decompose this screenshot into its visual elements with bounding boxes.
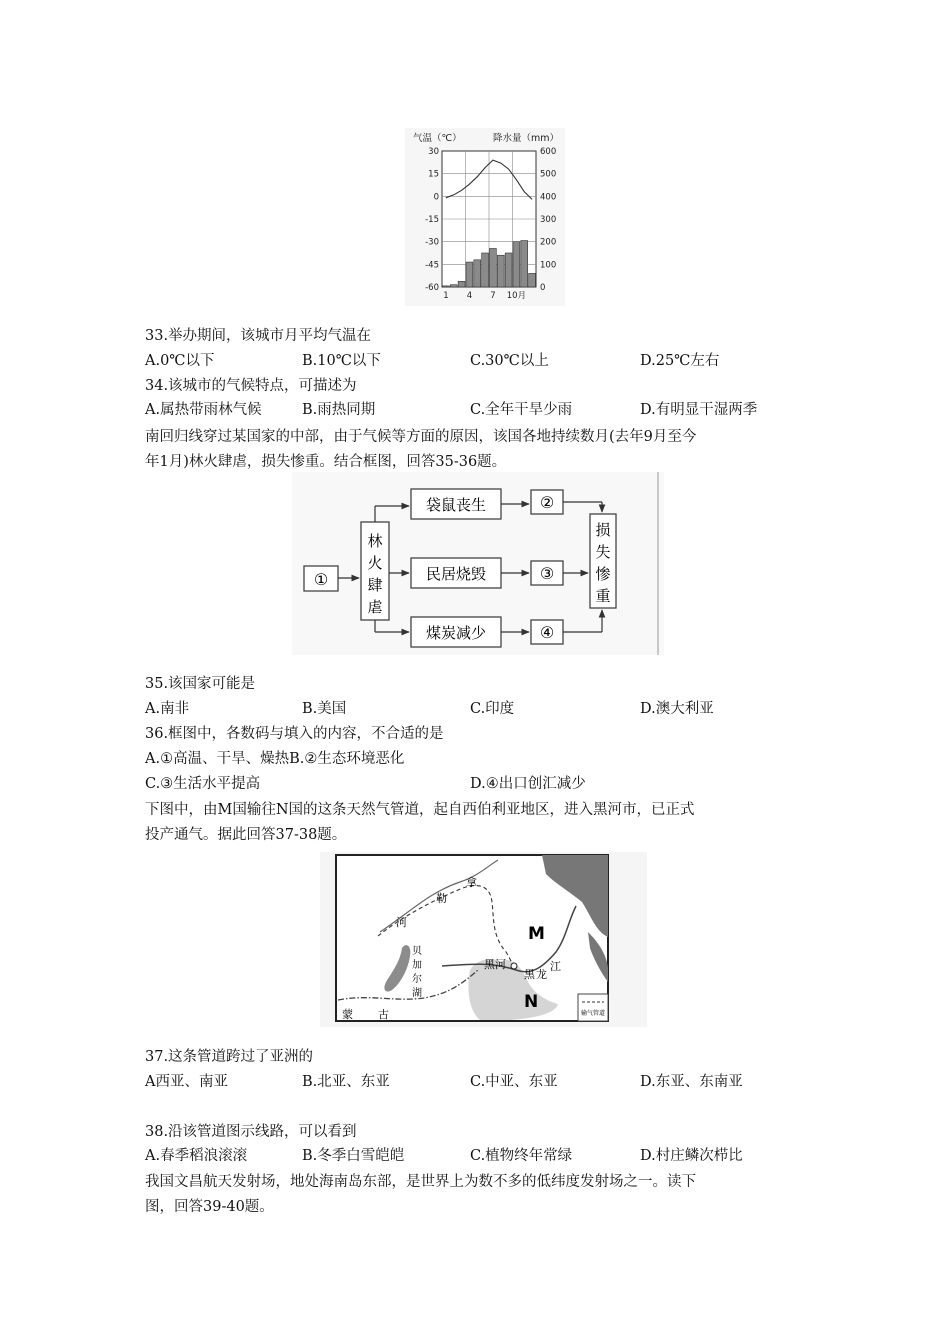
fire-char-1: 林 — [367, 532, 383, 550]
q37-option-b[interactable]: B.北亚、东亚 — [302, 1074, 390, 1090]
q36-options-cd — [145, 774, 825, 794]
fire-char-2: 火 — [367, 554, 383, 572]
temp-tick-label: -60 — [425, 283, 439, 293]
precip-tick-label: 300 — [540, 215, 557, 225]
passage-3-line-2: 图，回答39-40题。 — [145, 1199, 274, 1215]
q36-stem: 36.框图中，各数码与填入的内容，不合适的是 — [145, 726, 444, 742]
river-char-he: 河 — [396, 916, 407, 929]
q33-option-b[interactable]: B.10℃以下 — [302, 353, 381, 369]
q38-option-b[interactable]: B.冬季白雪皑皑 — [302, 1148, 405, 1164]
q33-stem: 33.举办期间，该城市月平均气温在 — [145, 328, 372, 344]
q33-option-a[interactable]: A.0℃以下 — [145, 353, 215, 369]
q37-option-d[interactable]: D.东亚、东南亚 — [640, 1074, 743, 1090]
precip-tick-label: 600 — [540, 147, 557, 157]
q38-stem: 38.沿该管道图示线路，可以看到 — [145, 1124, 357, 1140]
result-char-1: 损 — [595, 521, 611, 539]
flow-mid-3-label: 煤炭减少 — [425, 624, 487, 642]
result-char-4: 重 — [595, 587, 611, 605]
flow-mid-2-label: 民居烧毁 — [425, 565, 487, 583]
flow-right-3 — [531, 620, 563, 644]
q36-option-c[interactable]: C.③生活水平提高 — [145, 776, 261, 792]
q36-option-d[interactable]: D.④出口创汇减少 — [470, 776, 586, 792]
heilongjiang-char-1: 黑 — [524, 968, 535, 981]
temp-tick-label: 15 — [428, 169, 439, 180]
label-n: N — [524, 992, 539, 1012]
q34-option-d[interactable]: D.有明显干湿两季 — [640, 402, 758, 418]
precip-bar — [529, 273, 536, 287]
q38-option-d[interactable]: D.村庄鳞次栉比 — [640, 1148, 743, 1164]
passage-2 — [145, 798, 810, 848]
label-m: M — [528, 924, 545, 944]
mongolia-char-2: 古 — [378, 1008, 389, 1021]
q35-options — [145, 699, 825, 719]
q35-stem: 35.该国家可能是 — [145, 676, 256, 692]
q36-options-ab[interactable]: A.①高温、干旱、燥热B.②生态环境恶化 — [145, 751, 405, 767]
precip-bar — [450, 285, 457, 287]
precip-tick-label: 400 — [540, 192, 557, 203]
river-char-le: 勒 — [436, 892, 447, 905]
result-char-3: 惨 — [595, 565, 611, 583]
flow-right-2-label: ③ — [539, 564, 555, 583]
q34-option-a[interactable]: A.属热带雨林气候 — [145, 402, 262, 418]
q34-stem: 34.该城市的气候特点，可描述为 — [145, 378, 357, 394]
flow-right-3-label: ④ — [539, 623, 555, 642]
q37-option-a[interactable]: A西亚、南亚 — [145, 1074, 228, 1090]
x-tick-label: 1 — [443, 291, 449, 301]
pipeline-map — [320, 852, 647, 1027]
flow-mid-1 — [411, 489, 501, 519]
flow-box-1-label: ① — [313, 570, 329, 589]
flow-right-1 — [531, 490, 563, 514]
lake-char-2: 加 — [412, 960, 422, 971]
flow-mid-3 — [411, 617, 501, 647]
passage-1-line-1: 南回归线穿过某国家的中部，由于气候等方面的原因，该国各地持续数月(去年9月至今 — [145, 429, 697, 445]
fire-char-3: 肆 — [367, 576, 383, 594]
flow-right-1-label: ② — [539, 493, 555, 512]
precip-tick-label: 500 — [540, 169, 557, 180]
passage-1-line-2: 年1月)林火肆虐，损失惨重。结合框图，回答35-36题。 — [145, 454, 507, 470]
q35-option-d[interactable]: D.澳大利亚 — [640, 701, 714, 717]
precip-bar — [458, 281, 465, 287]
flow-box-1 — [304, 566, 338, 591]
mongolia-char-1: 蒙 — [342, 1008, 353, 1021]
temp-tick-label: -30 — [425, 237, 439, 248]
precip-bar — [521, 241, 528, 287]
flow-mid-1-label: 袋鼠丧生 — [425, 496, 487, 514]
precip-bar — [497, 255, 504, 287]
lake-char-3: 尔 — [412, 974, 422, 985]
q38-option-c[interactable]: C.植物终年常绿 — [470, 1148, 573, 1164]
temp-tick-label: -45 — [425, 260, 439, 271]
passage-3 — [145, 1170, 810, 1220]
q33-option-d[interactable]: D.25℃左右 — [640, 353, 720, 369]
heilongjiang-char-2: 龙 — [536, 968, 547, 981]
temp-axis-title: 气温（℃） — [413, 133, 462, 144]
passage-2-line-1: 下图中，由M国输往N国的这条天然气管道，起自西伯利亚地区，进入黑河市，已正式 — [145, 802, 695, 818]
lake-char-1: 贝 — [412, 946, 422, 957]
q37-stem: 37.这条管道跨过了亚洲的 — [145, 1049, 314, 1065]
climate-chart — [405, 128, 565, 306]
legend-label: 输气管道 — [580, 1010, 606, 1017]
precip-bar — [482, 253, 489, 287]
precip-bar — [474, 260, 481, 287]
flow-right-2 — [531, 561, 563, 585]
q34-option-b[interactable]: B.雨热同期 — [302, 402, 376, 418]
precip-bar — [466, 262, 473, 287]
heihe-label: 黑河 — [484, 958, 506, 971]
precip-bar — [513, 242, 520, 287]
q35-option-c[interactable]: C.印度 — [470, 701, 515, 717]
precip-axis-title: 降水量（mm） — [493, 133, 560, 144]
q37-option-c[interactable]: C.中亚、东亚 — [470, 1074, 558, 1090]
temp-tick-label: 30 — [428, 147, 439, 157]
flow-fire-box — [361, 522, 389, 620]
fire-char-4: 虐 — [367, 598, 383, 616]
q35-option-b[interactable]: B.美国 — [302, 701, 347, 717]
map-legend — [578, 994, 608, 1021]
q38-options — [145, 1146, 825, 1166]
q38-option-a[interactable]: A.春季稻浪滚滚 — [145, 1148, 248, 1164]
flow-mid-2 — [411, 558, 501, 588]
q37-options — [145, 1072, 825, 1092]
lake-char-4: 湖 — [412, 988, 422, 999]
q34-option-c[interactable]: C.全年干旱少雨 — [470, 402, 573, 418]
passage-1 — [145, 425, 810, 475]
heilongjiang-char-3: 江 — [550, 960, 561, 973]
flow-diagram — [292, 472, 664, 655]
temp-tick-label: 0 — [433, 192, 439, 203]
precip-bar — [490, 248, 497, 287]
result-char-2: 失 — [595, 543, 611, 561]
precip-tick-label: 0 — [540, 283, 546, 293]
x-tick-label: 10月 — [506, 291, 527, 301]
river-char-na: 拿 — [466, 876, 477, 889]
q35-option-a[interactable]: A.南非 — [145, 701, 190, 717]
precip-bar — [505, 253, 512, 287]
precip-tick-label: 200 — [540, 237, 557, 248]
q34-options — [145, 400, 825, 420]
q33-options — [145, 351, 825, 371]
q33-option-c[interactable]: C.30℃以上 — [470, 353, 549, 369]
x-tick-label: 7 — [490, 291, 496, 301]
precip-bar — [443, 286, 450, 287]
flow-result-box — [590, 514, 616, 608]
heihe-point — [511, 963, 517, 969]
x-tick-label: 4 — [466, 291, 473, 301]
passage-3-line-1: 我国文昌航天发射场，地处海南岛东部，是世界上为数不多的低纬度发射场之一。读下 — [145, 1174, 696, 1190]
precip-tick-label: 100 — [540, 260, 557, 271]
passage-2-line-2: 投产通气。据此回答37-38题。 — [145, 827, 347, 843]
temp-tick-label: -15 — [425, 215, 439, 225]
